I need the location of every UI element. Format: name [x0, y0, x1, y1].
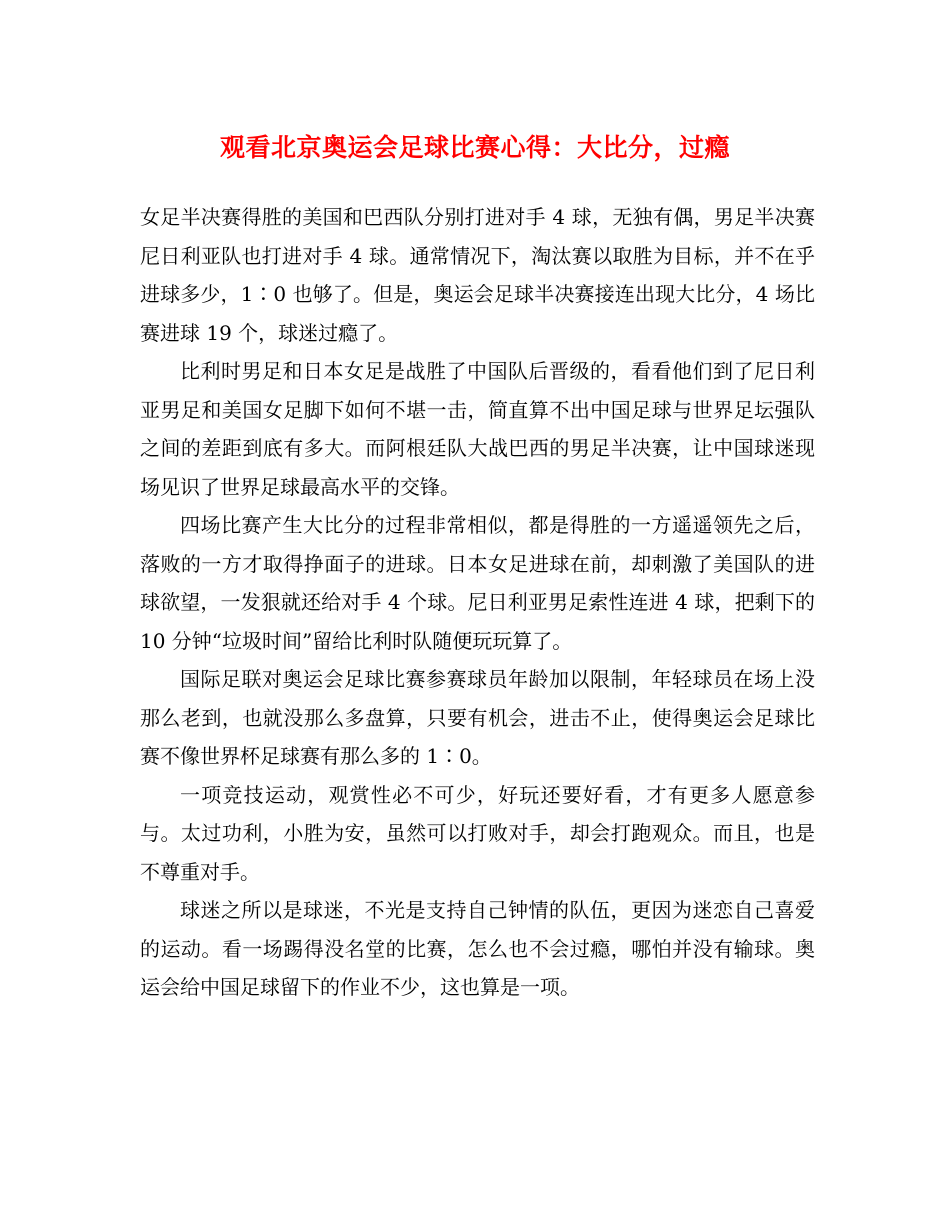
paragraph-3: 四场比赛产生大比分的过程非常相似，都是得胜的一方遥遥领先之后，落败的一方才取得挣面子的进球。日本女足进球在前，却刺激了美国队的进球欲望，一发狠就还给对手 4 个球。尼日利亚男足索性连进 4 球，把剩下的 10 分钟“垃圾时间”留给比利时队随便玩玩算了。 [140, 513, 815, 653]
document-title: 观看北京奥运会足球比赛心得：大比分，过瘾 [219, 133, 730, 162]
paragraph-5: 一项竞技运动，观赏性必不可少，好玩还要好看，才有更多人愿意参与。太过功利，小胜为安，虽然可以打败对手，却会打跑观众。而且，也是不尊重对手。 [140, 782, 815, 884]
paragraph-1: 女足半决赛得胜的美国和巴西队分别打进对手 4 球，无独有偶，男足半决赛尼日利亚队也打进对手 4 球。通常情况下，淘汰赛以取胜为目标，并不在乎进球多少，1∶0 也够了。但是，奥运会足球半决赛接连出现大比分，4 场比赛进球 19 个，球迷过瘾了。 [140, 205, 815, 345]
paragraph-4: 国际足联对奥运会足球比赛参赛球员年龄加以限制，年轻球员在场上没那么老到，也就没那么多盘算，只要有机会，进击不止，使得奥运会足球比赛不像世界杯足球赛有那么多的 1∶0。 [140, 667, 815, 768]
paragraph-6: 球迷之所以是球迷，不光是支持自己钟情的队伍，更因为迷恋自己喜爱的运动。看一场踢得没名堂的比赛，怎么也不会过瘾，哪怕并没有输球。奥运会给中国足球留下的作业不少，这也算是一项。 [140, 898, 815, 999]
paragraph-2: 比利时男足和日本女足是战胜了中国队后晋级的，看看他们到了尼日利亚男足和美国女足脚下如何不堪一击，简直算不出中国足球与世界足坛强队之间的差距到底有多大。而阿根廷队大战巴西的男足半决赛，让中国球迷现场见识了世界足球最高水平的交锋。 [140, 359, 815, 499]
document-body [140, 198, 815, 1007]
